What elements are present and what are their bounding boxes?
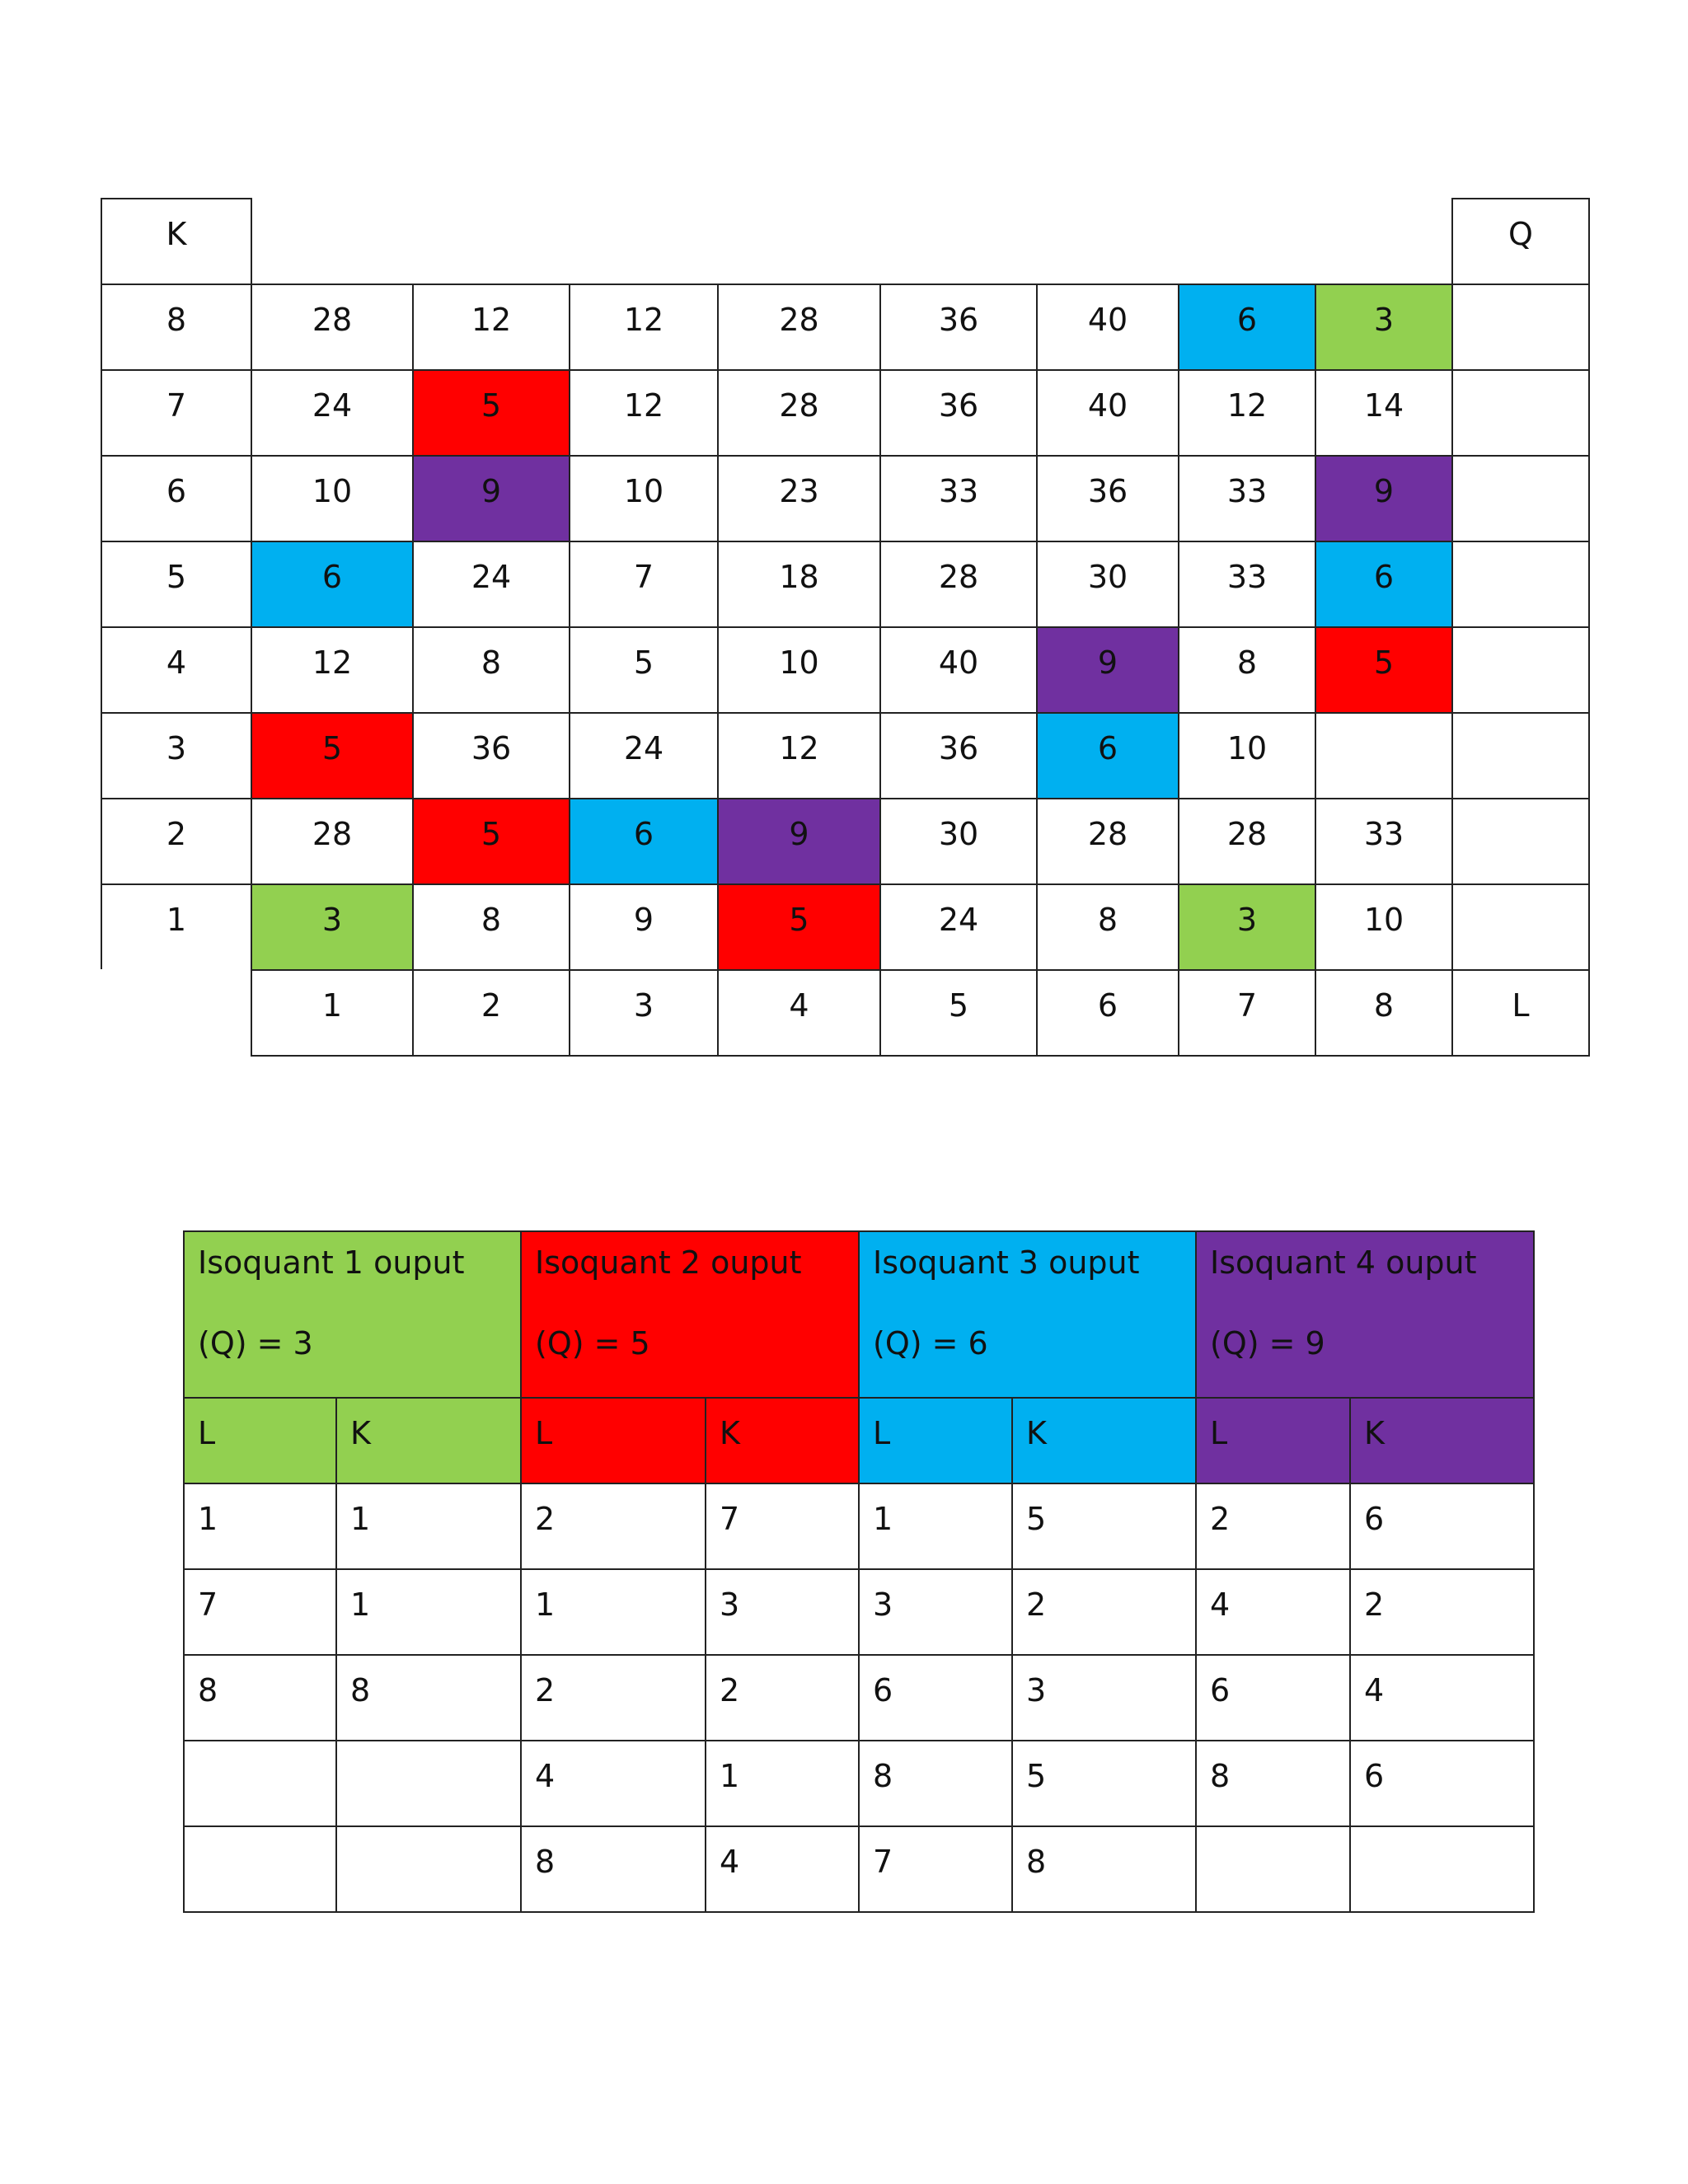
grid-cell: 28 <box>717 284 882 372</box>
grid-cell: 3 <box>251 883 415 972</box>
l-axis-value: 6 <box>1036 969 1180 1057</box>
grid-cell: 18 <box>717 541 882 629</box>
grid-cell: 28 <box>1178 798 1317 886</box>
l-value-cell <box>184 1826 336 1912</box>
l-value-cell: 6 <box>859 1655 1012 1741</box>
grid-cell: 8 <box>412 883 571 972</box>
k-axis-value: 6 <box>101 455 253 543</box>
k-value-cell: 2 <box>1012 1569 1196 1655</box>
l-value-cell: 1 <box>521 1569 706 1655</box>
isoquant-output: (Q) = 9 <box>1210 1325 1325 1361</box>
grid-cell: 12 <box>251 626 415 715</box>
grid-cell: 23 <box>717 455 882 543</box>
grid-cell: 9 <box>1315 455 1454 543</box>
grid-cell: 9 <box>569 883 720 972</box>
grid-cell: 36 <box>1036 455 1180 543</box>
k-value-cell: 3 <box>1012 1655 1196 1741</box>
grid-cell: 28 <box>251 284 415 372</box>
grid-cell: 12 <box>569 369 720 457</box>
grid-cell: 10 <box>1178 712 1317 800</box>
k-value-cell: 1 <box>706 1741 859 1826</box>
grid-cell: 12 <box>717 712 882 800</box>
grid-cell: 36 <box>879 712 1039 800</box>
k-axis-label: K <box>101 198 253 286</box>
grid-cell: 36 <box>412 712 571 800</box>
k-value-cell: 7 <box>706 1483 859 1569</box>
isoquant-header <box>859 1231 1196 1398</box>
k-value-cell: 4 <box>706 1826 859 1912</box>
grid-cell: 28 <box>1036 798 1180 886</box>
grid-cell: 3 <box>1315 284 1454 372</box>
isoquant-title: Isoquant 1 ouput <box>198 1244 465 1281</box>
grid-cell: 7 <box>569 541 720 629</box>
grid-cell: 12 <box>412 284 571 372</box>
k-axis-value: 7 <box>101 369 253 457</box>
grid-cell: 8 <box>1036 883 1180 972</box>
grid-cell: 6 <box>1178 284 1317 372</box>
grid-cell: 6 <box>1315 541 1454 629</box>
production-grid <box>101 199 1589 1056</box>
isoquant-header <box>521 1231 859 1398</box>
header-spacer <box>412 198 571 286</box>
grid-cell: 12 <box>569 284 720 372</box>
grid-cell: 10 <box>251 455 415 543</box>
l-value-cell: 8 <box>1196 1741 1350 1826</box>
k-column-header: K <box>1350 1398 1534 1483</box>
k-axis-value: 3 <box>101 712 253 800</box>
isoquant-title: Isoquant 4 ouput <box>1210 1244 1477 1281</box>
grid-cell: 28 <box>717 369 882 457</box>
header-spacer <box>717 198 882 286</box>
q-column-cell <box>1451 883 1591 972</box>
grid-cell: 5 <box>412 798 571 886</box>
header-spacer <box>879 198 1039 286</box>
l-axis-value: 5 <box>879 969 1039 1057</box>
grid-cell: 30 <box>879 798 1039 886</box>
k-value-cell <box>336 1826 521 1912</box>
grid-cell: 36 <box>879 284 1039 372</box>
grid-cell: 6 <box>1036 712 1180 800</box>
grid-cell: 9 <box>717 798 882 886</box>
grid-cell: 36 <box>879 369 1039 457</box>
k-value-cell: 2 <box>1350 1569 1534 1655</box>
l-value-cell <box>1196 1826 1350 1912</box>
isoquant-header <box>184 1231 521 1398</box>
l-value-cell: 8 <box>184 1655 336 1741</box>
l-column-header: L <box>859 1398 1012 1483</box>
l-axis-value: 4 <box>717 969 882 1057</box>
l-axis-label: L <box>1451 969 1591 1057</box>
grid-cell: 5 <box>717 883 882 972</box>
grid-cell: 5 <box>412 369 571 457</box>
grid-cell: 40 <box>1036 284 1180 372</box>
isoquant-output: (Q) = 5 <box>535 1325 650 1361</box>
k-value-cell: 4 <box>1350 1655 1534 1741</box>
isoquant-title: Isoquant 2 ouput <box>535 1244 802 1281</box>
grid-cell: 8 <box>412 626 571 715</box>
l-value-cell: 4 <box>521 1741 706 1826</box>
isoquant-output: (Q) = 6 <box>873 1325 988 1361</box>
isoquant-table <box>183 1230 1535 1913</box>
isoquant-header <box>1196 1231 1534 1398</box>
k-axis-value: 8 <box>101 284 253 372</box>
k-column-header: K <box>1012 1398 1196 1483</box>
grid-cell: 10 <box>569 455 720 543</box>
q-column-cell <box>1451 369 1591 457</box>
l-value-cell: 7 <box>184 1569 336 1655</box>
grid-cell: 30 <box>1036 541 1180 629</box>
grid-cell: 10 <box>1315 883 1454 972</box>
l-column-header: L <box>1196 1398 1350 1483</box>
grid-cell: 28 <box>251 798 415 886</box>
q-column-label: Q <box>1451 198 1591 286</box>
grid-cell: 33 <box>1178 541 1317 629</box>
k-value-cell <box>1350 1826 1534 1912</box>
q-column-cell <box>1451 798 1591 886</box>
grid-cell: 6 <box>569 798 720 886</box>
l-axis-value: 8 <box>1315 969 1454 1057</box>
l-value-cell: 3 <box>859 1569 1012 1655</box>
grid-cell: 9 <box>1036 626 1180 715</box>
l-value-cell: 7 <box>859 1826 1012 1912</box>
grid-cell: 33 <box>1178 455 1317 543</box>
l-column-header: L <box>521 1398 706 1483</box>
k-value-cell <box>336 1741 521 1826</box>
grid-cell: 40 <box>1036 369 1180 457</box>
grid-cell: 10 <box>717 626 882 715</box>
l-axis-value: 7 <box>1178 969 1317 1057</box>
header-spacer <box>251 198 415 286</box>
grid-cell: 40 <box>879 626 1039 715</box>
l-value-cell: 4 <box>1196 1569 1350 1655</box>
k-value-cell: 2 <box>706 1655 859 1741</box>
l-value-cell: 1 <box>184 1483 336 1569</box>
grid-cell: 9 <box>412 455 571 543</box>
k-value-cell: 5 <box>1012 1741 1196 1826</box>
l-value-cell: 8 <box>859 1741 1012 1826</box>
header-spacer <box>1036 198 1180 286</box>
k-axis-value: 2 <box>101 798 253 886</box>
l-axis-value: 1 <box>251 969 415 1057</box>
l-value-cell: 6 <box>1196 1655 1350 1741</box>
grid-cell: 5 <box>251 712 415 800</box>
k-column-header: K <box>706 1398 859 1483</box>
k-value-cell: 8 <box>336 1655 521 1741</box>
q-column-cell <box>1451 626 1591 715</box>
k-axis-value: 5 <box>101 541 253 629</box>
grid-cell: 12 <box>1178 369 1317 457</box>
header-spacer <box>1178 198 1317 286</box>
grid-cell: 33 <box>879 455 1039 543</box>
header-spacer <box>1315 198 1454 286</box>
grid-cell: 33 <box>1315 798 1454 886</box>
k-value-cell: 6 <box>1350 1741 1534 1826</box>
axis-corner <box>101 969 253 1057</box>
grid-cell: 24 <box>251 369 415 457</box>
l-value-cell <box>184 1741 336 1826</box>
isoquant-title: Isoquant 3 ouput <box>873 1244 1140 1281</box>
l-column-header: L <box>184 1398 336 1483</box>
l-value-cell: 1 <box>859 1483 1012 1569</box>
k-axis-value: 1 <box>101 883 253 972</box>
l-value-cell: 8 <box>521 1826 706 1912</box>
k-column-header: K <box>336 1398 521 1483</box>
q-column-cell <box>1451 284 1591 372</box>
grid-cell: 28 <box>879 541 1039 629</box>
grid-cell: 24 <box>412 541 571 629</box>
k-axis-value: 4 <box>101 626 253 715</box>
grid-cell: 24 <box>879 883 1039 972</box>
l-value-cell: 2 <box>521 1655 706 1741</box>
q-column-cell <box>1451 541 1591 629</box>
header-spacer <box>569 198 720 286</box>
l-axis-value: 3 <box>569 969 720 1057</box>
grid-cell: 24 <box>569 712 720 800</box>
grid-cell: 8 <box>1178 626 1317 715</box>
isoquant-output: (Q) = 3 <box>198 1325 313 1361</box>
grid-cell: 3 <box>1178 883 1317 972</box>
q-column-cell <box>1451 712 1591 800</box>
grid-cell: 5 <box>569 626 720 715</box>
k-value-cell: 1 <box>336 1569 521 1655</box>
k-value-cell: 1 <box>336 1483 521 1569</box>
grid-cell: 6 <box>251 541 415 629</box>
grid-cell <box>1315 712 1454 800</box>
grid-cell: 5 <box>1315 626 1454 715</box>
q-column-cell <box>1451 455 1591 543</box>
k-value-cell: 5 <box>1012 1483 1196 1569</box>
l-axis-value: 2 <box>412 969 571 1057</box>
k-value-cell: 8 <box>1012 1826 1196 1912</box>
l-value-cell: 2 <box>1196 1483 1350 1569</box>
k-value-cell: 6 <box>1350 1483 1534 1569</box>
l-value-cell: 2 <box>521 1483 706 1569</box>
grid-cell: 14 <box>1315 369 1454 457</box>
k-value-cell: 3 <box>706 1569 859 1655</box>
